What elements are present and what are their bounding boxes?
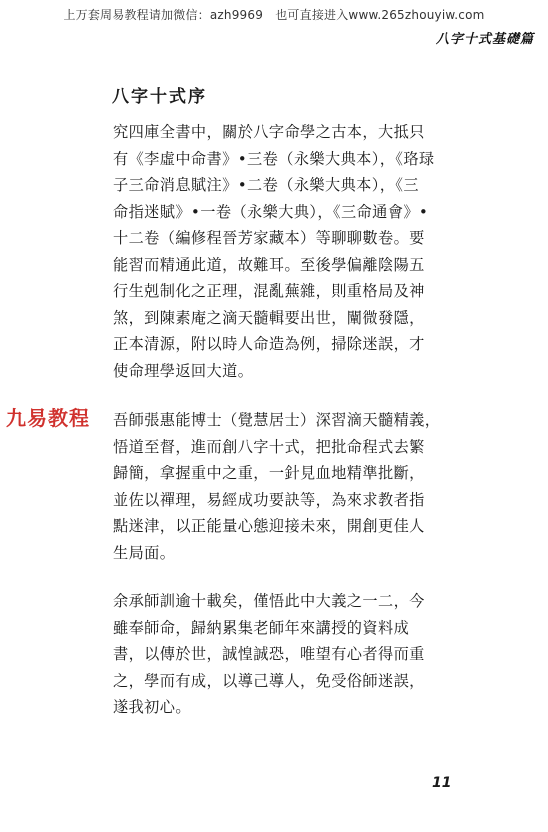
paragraph-1: 究四庫全書中，關於八字命學之古本，大抵只 有《李虛中命書》•三卷（永樂大典本），《珞琭 子三命消息賦注》•二卷（永樂大典本），《三 命指迷賦》•一卷（永樂大典），《三命通會》• 十二卷（編修程晉芳家藏本）等聊聊數卷。要 能習而精通此道，故難耳。至後學偏離陰陽五 行生剋制化之正理，混亂蕪雜，則重格局及神 煞，到陳素庵之滴天髓輯要出世，闡微發隱， 正本清源，附以時人命造為例，掃除迷誤，才 使命理學返回大道。: [113, 123, 435, 380]
paragraph-2: 吾師張惠能博士（覺慧居士）深習滴天髓精義， 悟道至督，進而創八字十式，把批命程式去繁 歸簡，拿握重中之重，一針見血地精準批斷， 並佐以禪理，易經成功要訣等，為來求教者指 點迷津，以正能量心態迎接未來，開創更佳人 生局面。: [113, 411, 441, 562]
top-watermark: 上万套周易教程请加微信：azh9969 也可直接进入www.265zhouyiw.com: [63, 8, 485, 22]
page-number: 11: [432, 775, 452, 791]
side-watermark: 九易教程: [6, 406, 90, 430]
page-title: 八字十式序: [112, 87, 207, 107]
running-head: 八字十式基礎篇: [435, 32, 534, 47]
paragraph-3: 余承師訓逾十載矣，僅悟此中大義之一二，今 雖奉師命，歸納累集老師年來講授的資料成 書，以傳於世，誠惶誠恐，唯望有心者得而重 之，學而有成，以導己導人，免受俗師迷誤， 遂我初心。: [113, 592, 425, 716]
